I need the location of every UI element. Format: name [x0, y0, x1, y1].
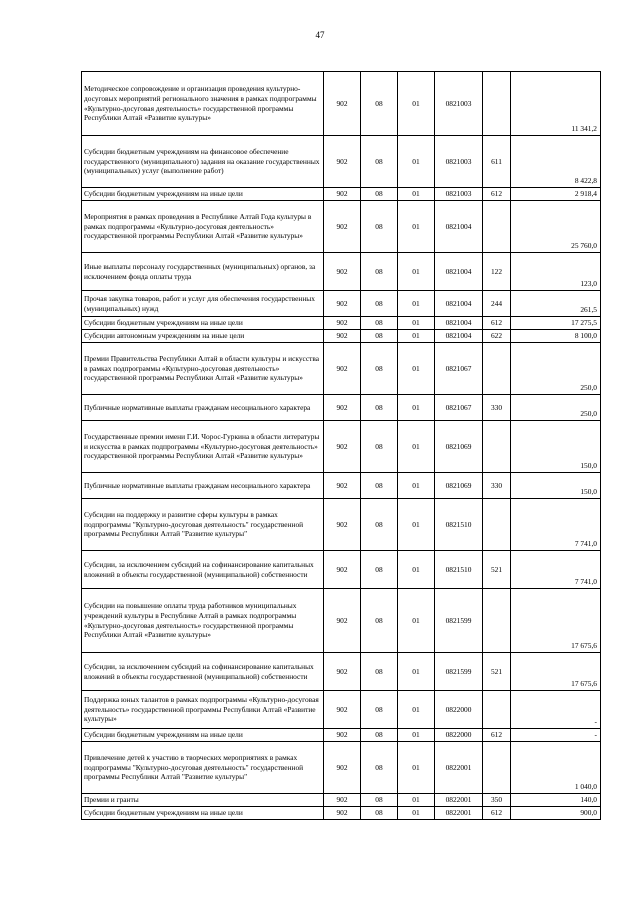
ministry-code: 902: [324, 589, 361, 653]
table-row: [82, 343, 601, 395]
table-row: [82, 551, 601, 589]
expense-type-code: 612: [483, 188, 511, 201]
amount-value: 17 675,6: [511, 589, 601, 653]
amount-value: 250,0: [511, 395, 601, 421]
ministry-code: 902: [324, 653, 361, 691]
article-code: 0822000: [435, 691, 483, 729]
amount-value: 261,5: [511, 291, 601, 317]
subsection-code: 01: [398, 188, 435, 201]
subsection-code: 01: [398, 653, 435, 691]
article-code: 0821003: [435, 188, 483, 201]
table-row: [82, 742, 601, 794]
amount-value: 123,0: [511, 253, 601, 291]
ministry-code: 902: [324, 691, 361, 729]
budget-table: [81, 71, 601, 820]
article-code: 0821004: [435, 201, 483, 253]
table-row: [82, 72, 601, 136]
expense-type-code: 612: [483, 317, 511, 330]
table-row: [82, 330, 601, 343]
table-row: [82, 499, 601, 551]
row-description: Государственные премии имени Г.И. Чорос-Гуркина в области литературы и искусства в рамках подпрограммы «Культурно-досуговая деятельность» государственной программы Республики Алтай «Развитие культуры»: [82, 421, 324, 473]
expense-type-code: 330: [483, 395, 511, 421]
amount-value: 2 918,4: [511, 188, 601, 201]
ministry-code: 902: [324, 421, 361, 473]
article-code: 0822000: [435, 729, 483, 742]
section-code: 08: [361, 589, 398, 653]
section-code: 08: [361, 794, 398, 807]
subsection-code: 01: [398, 807, 435, 820]
section-code: 08: [361, 551, 398, 589]
amount-value: -: [511, 691, 601, 729]
subsection-code: 01: [398, 72, 435, 136]
section-code: 08: [361, 188, 398, 201]
ministry-code: 902: [324, 188, 361, 201]
row-description: Поддержка юных талантов в рамках подпрограммы «Культурно-досуговая деятельность» государственной программы Республики Алтай «Развитие культуры»: [82, 691, 324, 729]
amount-value: 150,0: [511, 421, 601, 473]
article-code: 0821069: [435, 421, 483, 473]
amount-value: 250,0: [511, 343, 601, 395]
row-description: Субсидии бюджетным учреждениям на иные цели: [82, 807, 324, 820]
table-row: [82, 589, 601, 653]
expense-type-code: [483, 589, 511, 653]
table-row: [82, 291, 601, 317]
ministry-code: 902: [324, 317, 361, 330]
row-description: Прочая закупка товаров, работ и услуг для обеспечения государственных (муниципальных) нужд: [82, 291, 324, 317]
row-description: Субсидии бюджетным учреждениям на иные цели: [82, 188, 324, 201]
table-row: [82, 729, 601, 742]
article-code: 0821599: [435, 653, 483, 691]
ministry-code: 902: [324, 794, 361, 807]
row-description: Мероприятия в рамках проведения в Республике Алтай Года культуры в рамках подпрограммы «Культурно-досуговая деятельность» государственной программы Республики Алтай «Развитие культуры»: [82, 201, 324, 253]
amount-value: 17 675,6: [511, 653, 601, 691]
expense-type-code: 521: [483, 653, 511, 691]
ministry-code: 902: [324, 729, 361, 742]
section-code: 08: [361, 729, 398, 742]
table-row: [82, 653, 601, 691]
row-description: Субсидии на повышение оплаты труда работников муниципальных учреждений культуры в Республике Алтай в рамках подпрограммы «Культурно-досуговая деятельность» государственной программы Республики Алтай «Развитие культуры»: [82, 589, 324, 653]
expense-type-code: 350: [483, 794, 511, 807]
table-row: [82, 421, 601, 473]
expense-type-code: 244: [483, 291, 511, 317]
article-code: 0821069: [435, 473, 483, 499]
expense-type-code: 122: [483, 253, 511, 291]
article-code: 0822001: [435, 794, 483, 807]
ministry-code: 902: [324, 330, 361, 343]
section-code: 08: [361, 330, 398, 343]
article-code: 0821004: [435, 330, 483, 343]
row-description: Методическое сопровождение и организация проведения культурно-досуговых мероприятий регионального значения в рамках подпрограммы «Культурно-досуговая деятельность» государственной программы Республики Алтай «Развитие культуры»: [82, 72, 324, 136]
ministry-code: 902: [324, 473, 361, 499]
amount-value: 11 341,2: [511, 72, 601, 136]
section-code: 08: [361, 317, 398, 330]
subsection-code: 01: [398, 421, 435, 473]
ministry-code: 902: [324, 72, 361, 136]
row-description: Субсидии на поддержку и развитие сферы культуры в рамках подпрограммы "Культурно-досуговая деятельность" государственной программы Республики Алтай "Развитие культуры": [82, 499, 324, 551]
ministry-code: 902: [324, 253, 361, 291]
subsection-code: 01: [398, 330, 435, 343]
row-description: Субсидии бюджетным учреждениям на финансовое обеспечение государственного (муниципального) задания на оказание государственных (муниципальных) услуг (выполнение работ): [82, 136, 324, 188]
section-code: 08: [361, 395, 398, 421]
amount-value: 1 040,0: [511, 742, 601, 794]
ministry-code: 902: [324, 499, 361, 551]
ministry-code: 902: [324, 551, 361, 589]
row-description: Публичные нормативные выплаты гражданам несоциального характера: [82, 395, 324, 421]
amount-value: 900,0: [511, 807, 601, 820]
article-code: 0821510: [435, 551, 483, 589]
table-row: [82, 201, 601, 253]
page-number: 47: [315, 30, 325, 40]
section-code: 08: [361, 343, 398, 395]
row-description: Привлечение детей к участию в творческих мероприятиях в рамках подпрограммы "Культурно-досуговая деятельность" государственной программы Республики Алтай "Развитие культуры": [82, 742, 324, 794]
row-description: Иные выплаты персоналу государственных (муниципальных) органов, за исключением фонда оплаты труда: [82, 253, 324, 291]
amount-value: 25 760,0: [511, 201, 601, 253]
amount-value: 7 741,0: [511, 551, 601, 589]
article-code: 0821599: [435, 589, 483, 653]
ministry-code: 902: [324, 807, 361, 820]
section-code: 08: [361, 72, 398, 136]
subsection-code: 01: [398, 551, 435, 589]
table-row: [82, 317, 601, 330]
row-description: Субсидии, за исключением субсидий на софинансирование капитальных вложений в объекты государственной (муниципальной) собственности: [82, 551, 324, 589]
amount-value: 8 422,8: [511, 136, 601, 188]
article-code: 0821067: [435, 343, 483, 395]
expense-type-code: 521: [483, 551, 511, 589]
ministry-code: 902: [324, 201, 361, 253]
expense-type-code: [483, 343, 511, 395]
row-description: Субсидии автономным учреждениям на иные цели: [82, 330, 324, 343]
expense-type-code: [483, 499, 511, 551]
amount-value: 7 741,0: [511, 499, 601, 551]
expense-type-code: [483, 691, 511, 729]
table-row: [82, 136, 601, 188]
article-code: 0822001: [435, 742, 483, 794]
section-code: 08: [361, 421, 398, 473]
expense-type-code: 612: [483, 729, 511, 742]
expense-type-code: [483, 742, 511, 794]
expense-type-code: [483, 421, 511, 473]
subsection-code: 01: [398, 499, 435, 551]
amount-value: 8 100,0: [511, 330, 601, 343]
subsection-code: 01: [398, 794, 435, 807]
amount-value: -: [511, 729, 601, 742]
ministry-code: 902: [324, 291, 361, 317]
expense-type-code: 612: [483, 807, 511, 820]
row-description: Субсидии бюджетным учреждениям на иные цели: [82, 729, 324, 742]
section-code: 08: [361, 691, 398, 729]
expense-type-code: 622: [483, 330, 511, 343]
table-row: [82, 188, 601, 201]
article-code: 0821003: [435, 72, 483, 136]
section-code: 08: [361, 499, 398, 551]
subsection-code: 01: [398, 136, 435, 188]
section-code: 08: [361, 136, 398, 188]
article-code: 0821067: [435, 395, 483, 421]
subsection-code: 01: [398, 291, 435, 317]
subsection-code: 01: [398, 589, 435, 653]
amount-value: 140,0: [511, 794, 601, 807]
table-row: [82, 807, 601, 820]
section-code: 08: [361, 653, 398, 691]
subsection-code: 01: [398, 343, 435, 395]
subsection-code: 01: [398, 253, 435, 291]
section-code: 08: [361, 807, 398, 820]
amount-value: 17 275,5: [511, 317, 601, 330]
row-description: Публичные нормативные выплаты гражданам несоциального характера: [82, 473, 324, 499]
subsection-code: 01: [398, 473, 435, 499]
ministry-code: 902: [324, 343, 361, 395]
row-description: Субсидии, за исключением субсидий на софинансирование капитальных вложений в объекты государственной (муниципальной) собственности: [82, 653, 324, 691]
article-code: 0821004: [435, 253, 483, 291]
section-code: 08: [361, 291, 398, 317]
table-row: [82, 691, 601, 729]
article-code: 0822001: [435, 807, 483, 820]
subsection-code: 01: [398, 395, 435, 421]
expense-type-code: 330: [483, 473, 511, 499]
table-row: [82, 395, 601, 421]
row-description: Премии и гранты: [82, 794, 324, 807]
article-code: 0821004: [435, 317, 483, 330]
section-code: 08: [361, 253, 398, 291]
ministry-code: 902: [324, 395, 361, 421]
amount-value: 150,0: [511, 473, 601, 499]
table-row: [82, 794, 601, 807]
article-code: 0821003: [435, 136, 483, 188]
row-description: Субсидии бюджетным учреждениям на иные цели: [82, 317, 324, 330]
section-code: 08: [361, 473, 398, 499]
table-row: [82, 473, 601, 499]
ministry-code: 902: [324, 136, 361, 188]
row-description: Премии Правительства Республики Алтай в области культуры и искусства в рамках подпрограммы «Культурно-досуговая деятельность» государственной программы Республики Алтай «Развитие культуры»: [82, 343, 324, 395]
section-code: 08: [361, 201, 398, 253]
expense-type-code: [483, 72, 511, 136]
expense-type-code: [483, 201, 511, 253]
subsection-code: 01: [398, 742, 435, 794]
expense-type-code: 611: [483, 136, 511, 188]
table-row: [82, 253, 601, 291]
subsection-code: 01: [398, 317, 435, 330]
article-code: 0821004: [435, 291, 483, 317]
section-code: 08: [361, 742, 398, 794]
subsection-code: 01: [398, 201, 435, 253]
article-code: 0821510: [435, 499, 483, 551]
subsection-code: 01: [398, 729, 435, 742]
ministry-code: 902: [324, 742, 361, 794]
subsection-code: 01: [398, 691, 435, 729]
